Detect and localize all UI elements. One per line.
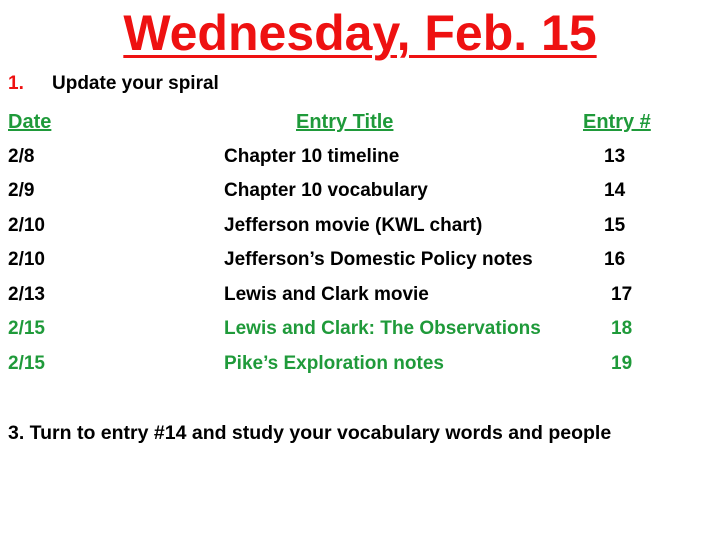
row-title: Pike’s Exploration notes (224, 353, 444, 374)
page-title: Wednesday, Feb. 15 (123, 5, 597, 61)
row-date: 2/9 (8, 180, 35, 201)
table-row (0, 282, 720, 308)
row-date: 2/8 (8, 146, 35, 167)
column-header-entry-title: Entry Title (296, 111, 394, 133)
column-header-date: Date (8, 111, 52, 133)
row-entry-number: 15 (604, 215, 626, 236)
row-title: Lewis and Clark: The Observations (224, 318, 541, 339)
row-entry-number: 16 (604, 249, 626, 270)
table-row (0, 316, 720, 342)
row-entry-number: 14 (604, 180, 626, 201)
row-date: 2/13 (8, 284, 45, 305)
table-row (0, 247, 720, 273)
table-row (0, 351, 720, 377)
row-entry-number: 17 (611, 284, 633, 305)
row-title: Chapter 10 timeline (224, 146, 400, 167)
step-1-text: Update your spiral (52, 73, 219, 94)
row-date: 2/15 (8, 318, 45, 339)
row-date: 2/10 (8, 249, 45, 270)
row-title: Lewis and Clark movie (224, 284, 429, 305)
step-1-number: 1. (8, 73, 24, 94)
table-row (0, 144, 720, 170)
table-row (0, 178, 720, 204)
row-title: Jefferson’s Domestic Policy notes (224, 249, 533, 270)
row-entry-number: 19 (611, 353, 633, 374)
row-title: Chapter 10 vocabulary (224, 180, 428, 201)
column-header-entry-number: Entry # (583, 111, 651, 133)
row-entry-number: 13 (604, 146, 626, 167)
row-entry-number: 18 (611, 318, 633, 339)
row-date: 2/10 (8, 215, 45, 236)
step-3-text: 3. Turn to entry #14 and study your vocabulary words and people (8, 422, 612, 444)
row-title: Jefferson movie (KWL chart) (224, 215, 483, 236)
row-date: 2/15 (8, 353, 45, 374)
table-row (0, 213, 720, 239)
